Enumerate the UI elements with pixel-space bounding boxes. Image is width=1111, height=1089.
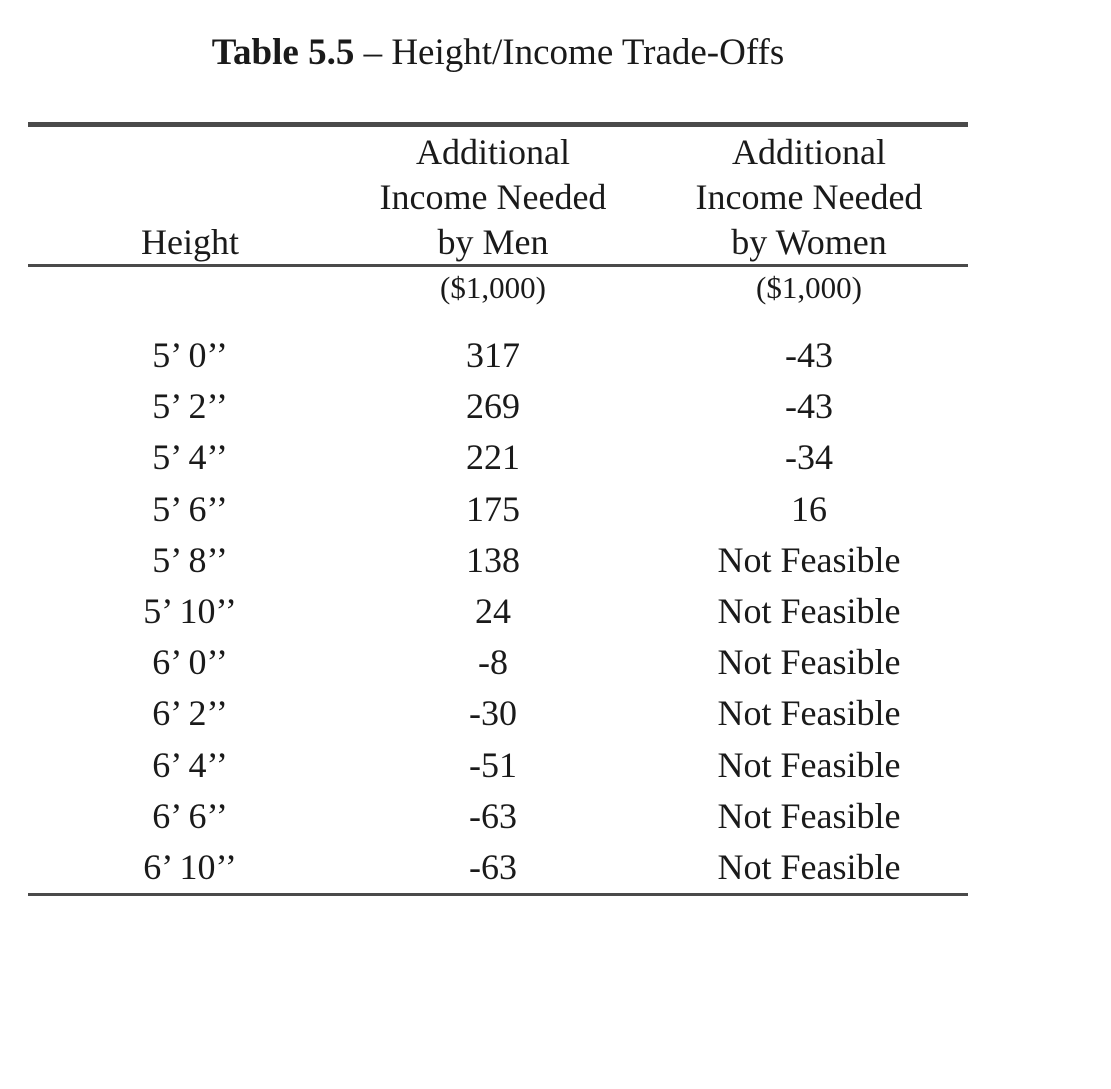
cell-height: 5’ 0’’ xyxy=(152,335,228,375)
cell-height: 5’ 6’’ xyxy=(152,488,228,529)
cell-height: 5’ 2’’ xyxy=(152,386,228,427)
cell-height: 6’ 0’’ xyxy=(152,642,228,683)
header-women-line-2: Income Needed xyxy=(695,177,923,217)
table-row xyxy=(0,740,1111,791)
table-bottom-rule xyxy=(28,893,968,896)
header-men xyxy=(360,130,626,265)
header-men-line-2: Income Needed xyxy=(379,177,607,217)
cell-men: -30 xyxy=(469,693,517,734)
cell-men: 138 xyxy=(466,539,520,580)
table-caption xyxy=(28,28,968,78)
unit-men: ($1,000) xyxy=(440,270,546,305)
cell-men: -63 xyxy=(469,795,517,836)
cell-height: 5’ 10’’ xyxy=(143,590,237,631)
header-height: Height xyxy=(141,222,239,262)
table-row xyxy=(0,637,1111,688)
cell-men: -51 xyxy=(469,744,517,785)
table-body xyxy=(0,330,1111,893)
cell-men: 269 xyxy=(466,386,520,427)
cell-men: 221 xyxy=(466,437,520,478)
table-top-rule xyxy=(28,122,968,127)
cell-women: Not Feasible xyxy=(717,744,901,785)
cell-women: Not Feasible xyxy=(717,795,901,836)
cell-men: 175 xyxy=(466,488,520,529)
cell-women: 16 xyxy=(791,488,827,529)
unit-women: ($1,000) xyxy=(756,270,862,305)
header-men-line-1: Additional xyxy=(416,132,570,172)
cell-women: Not Feasible xyxy=(717,693,901,734)
table-row xyxy=(0,535,1111,586)
cell-men: 317 xyxy=(466,335,520,375)
table-row xyxy=(0,791,1111,842)
cell-height: 6’ 6’’ xyxy=(152,795,228,836)
cell-women: -43 xyxy=(785,386,833,427)
header-women xyxy=(676,130,942,265)
cell-height: 6’ 4’’ xyxy=(152,744,228,785)
header-women-line-3: by Women xyxy=(731,222,887,262)
cell-men: -63 xyxy=(469,846,517,887)
cell-women: Not Feasible xyxy=(717,590,901,631)
cell-women: -34 xyxy=(785,437,833,478)
table-row xyxy=(0,432,1111,483)
cell-men: 24 xyxy=(475,590,511,631)
table-row xyxy=(0,330,1111,381)
header-men-line-3: by Men xyxy=(437,222,549,262)
cell-women: Not Feasible xyxy=(717,539,901,580)
table-row xyxy=(0,842,1111,893)
cell-height: 6’ 10’’ xyxy=(143,846,237,887)
cell-height: 5’ 8’’ xyxy=(152,539,228,580)
table-caption-title: – Height/Income Trade-Offs xyxy=(354,32,785,73)
cell-women: -43 xyxy=(785,335,833,375)
table-header-rule xyxy=(28,264,968,267)
cell-height: 6’ 2’’ xyxy=(152,693,228,734)
table-row xyxy=(0,586,1111,637)
cell-height: 5’ 4’’ xyxy=(152,437,228,478)
table-row xyxy=(0,484,1111,535)
cell-men: -8 xyxy=(478,642,508,683)
header-women-line-1: Additional xyxy=(732,132,886,172)
table-row xyxy=(0,381,1111,432)
table-row xyxy=(0,688,1111,739)
cell-women: Not Feasible xyxy=(717,846,901,887)
table-caption-label: Table 5.5 xyxy=(211,32,355,73)
cell-women: Not Feasible xyxy=(717,642,901,683)
